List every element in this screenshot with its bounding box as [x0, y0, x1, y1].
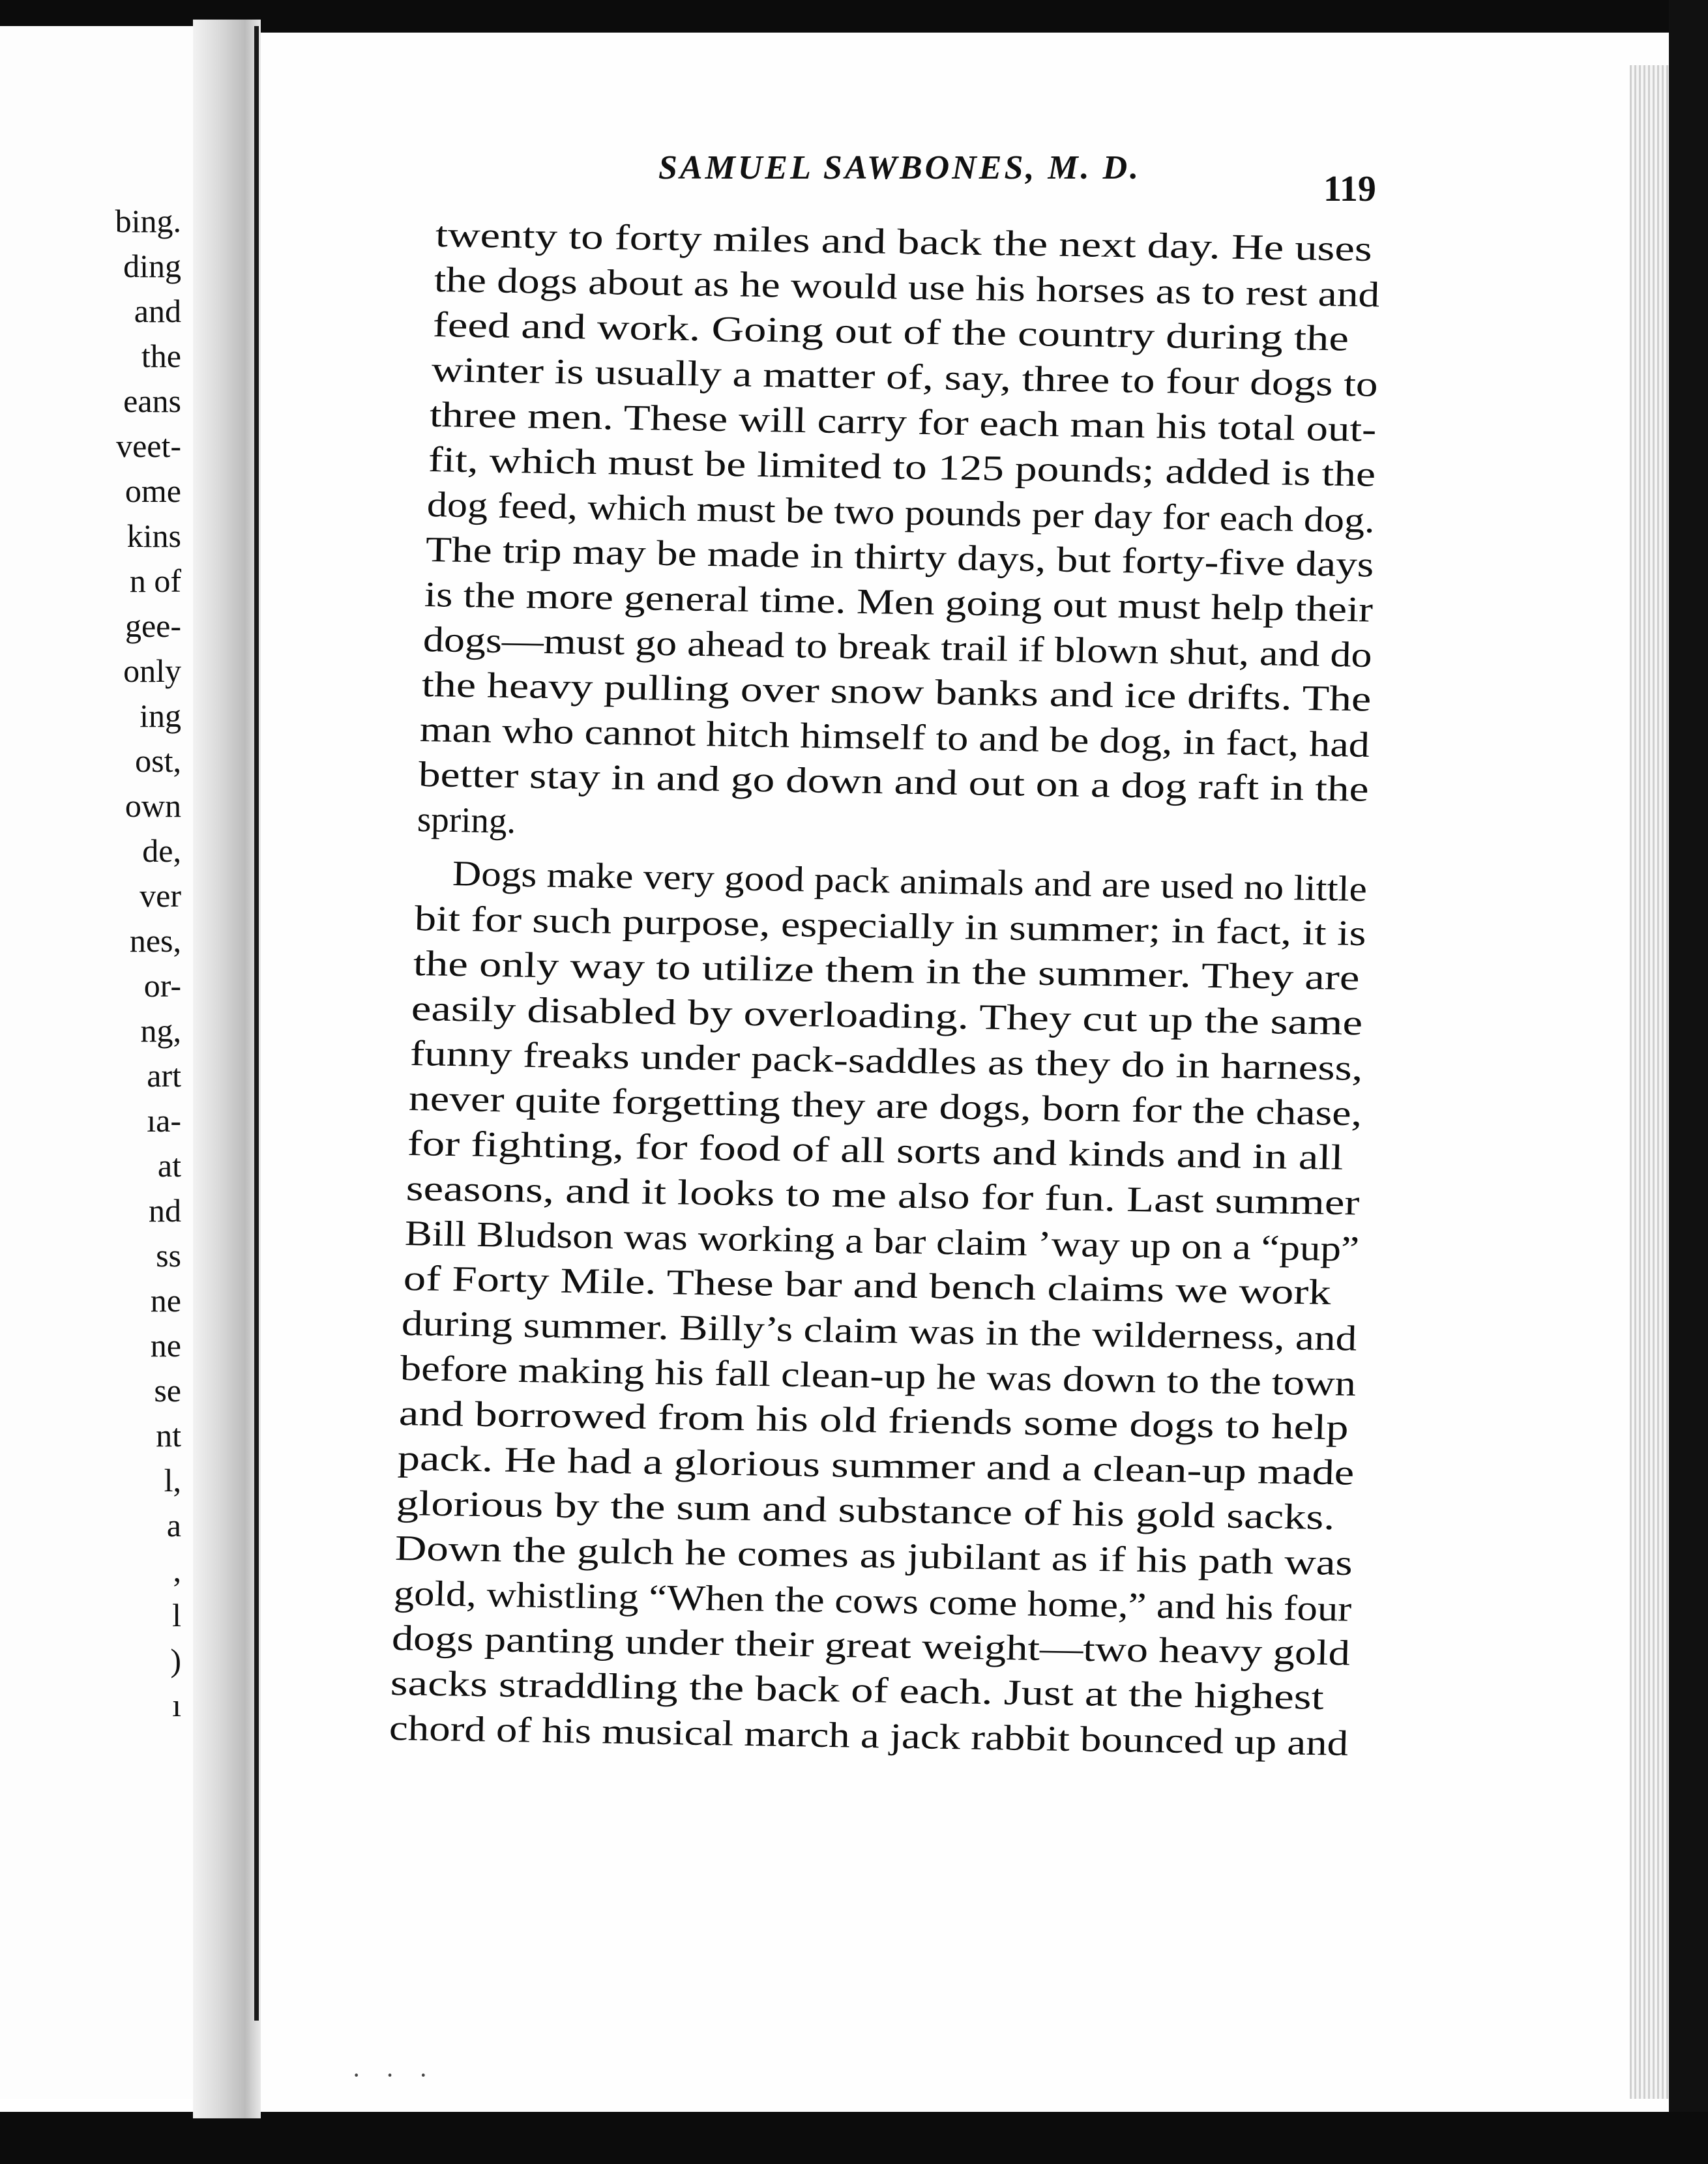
left-page-line: and	[134, 293, 181, 329]
left-page-line: de,	[142, 832, 181, 869]
body-line: for fighting, for food of all sorts and kinds and in all	[407, 1123, 1344, 1178]
left-page-line: ver	[140, 877, 181, 914]
left-page-line: l	[172, 1597, 181, 1633]
left-page-line: ne	[150, 1327, 181, 1364]
body-line: three men. These will carry for each man his total out-	[429, 394, 1377, 449]
left-page-line: veet-	[116, 428, 181, 464]
body-line: bit for such purpose, especially in summer; in fact, it is	[414, 898, 1366, 954]
body-line: the dogs about as he would use his horses as to rest and	[434, 259, 1380, 315]
body-line: better stay in and go down and out on a dog raft in the	[418, 754, 1370, 809]
left-page-line: kins	[126, 518, 181, 554]
left-page-line: bing.	[115, 203, 181, 239]
body-line: the heavy pulling over snow banks and ice drifts. The	[420, 664, 1372, 719]
body-line: funny freaks under pack-saddles as they do in harness,	[409, 1033, 1364, 1089]
stray-marks: · · ·	[352, 2060, 437, 2090]
left-page-line: l,	[164, 1462, 181, 1499]
body-line: The trip may be made in thirty days, but forty-five days	[425, 529, 1374, 585]
left-page-line: gee-	[125, 607, 181, 644]
body-line: chord of his musical march a jack rabbit bounced up and	[389, 1708, 1349, 1763]
left-page-line: n of	[129, 563, 181, 599]
body-line: of Forty Mile. These bar and bench claims we work	[402, 1258, 1332, 1312]
body-line: winter is usually a matter of, say, three to four dogs to	[430, 349, 1378, 404]
body-line: dogs—must go ahead to break trail if blown shut, and do	[422, 619, 1372, 675]
left-page-line: ost,	[135, 742, 181, 779]
body-line: man who cannot hitch himself to and be dog, in fact, had	[419, 709, 1370, 765]
running-head: SAMUEL SAWBONES, M. D.	[658, 149, 1141, 186]
body-line: dog feed, which must be two pounds per day for each dog.	[426, 484, 1376, 540]
body-line: before making his fall clean-up he was down to the town	[400, 1348, 1357, 1403]
left-page-line: eans	[123, 383, 181, 419]
body-line: fit, which must be limited to 125 pounds; added is the	[428, 439, 1376, 494]
body-line: during summer. Billy’s claim was in the wilderness, and	[401, 1303, 1358, 1358]
body-line: and borrowed from his old friends some dogs to help	[398, 1393, 1349, 1448]
left-page-line: only	[123, 652, 181, 689]
book-gutter	[193, 20, 261, 2118]
body-line: twenty to forty miles and back the next day. He uses	[435, 214, 1373, 269]
body-line: feed and work. Going out of the country during the	[432, 304, 1349, 358]
body-line: never quite forgetting they are dogs, born for the chase,	[408, 1078, 1362, 1133]
left-page-line: at	[157, 1147, 181, 1184]
body-line: is the more general time. Men going out must help their	[424, 574, 1374, 630]
scan-border-right	[1669, 0, 1708, 2164]
body-line: easily disabled by overloading. They cut up the same	[411, 988, 1364, 1043]
facing-page-left	[0, 26, 196, 2099]
body-line: spring.	[417, 799, 516, 841]
body-line: glorious by the sum and substance of his gold sacks.	[396, 1483, 1336, 1538]
left-page-line: ng,	[140, 1012, 181, 1049]
left-page-line: art	[147, 1057, 181, 1094]
page-number: 119	[1323, 169, 1376, 209]
left-page-line: ing	[140, 697, 181, 734]
body-line: dogs panting under their great weight—two heavy gold	[391, 1618, 1351, 1673]
left-page-line: a	[166, 1507, 181, 1543]
body-line: seasons, and it looks to me also for fun. Last summer	[405, 1168, 1360, 1223]
body-line: pack. He had a glorious summer and a clean-up made	[397, 1438, 1355, 1493]
left-page-line: )	[170, 1642, 181, 1678]
left-page-line: or-	[143, 967, 181, 1004]
left-page-line: ss	[156, 1237, 181, 1274]
binding-shadow	[254, 26, 259, 2021]
left-page-line: ome	[125, 473, 181, 509]
left-page-line: the	[141, 338, 181, 374]
scan-border-bottom	[0, 2112, 1708, 2164]
body-line: sacks straddling the back of each. Just at the highest	[390, 1663, 1325, 1717]
left-page-line: ,	[173, 1552, 181, 1588]
left-page-line: ne	[150, 1282, 181, 1319]
left-page-line: own	[125, 787, 181, 824]
body-line: Down the gulch he comes as jubilant as if his path was	[394, 1528, 1353, 1583]
left-page-line: ıa-	[147, 1102, 181, 1139]
left-page-line: ı	[172, 1687, 181, 1723]
body-line: Dogs make very good pack animals and are used no little	[452, 853, 1368, 909]
body-line: gold, whistling “When the cows come home,” and his four	[392, 1573, 1352, 1629]
left-page-line: nd	[149, 1192, 181, 1229]
left-page-line: se	[154, 1372, 181, 1409]
body-line: the only way to utilize them in the summer. They are	[412, 943, 1360, 998]
left-page-line: ding	[123, 248, 181, 284]
page-edge-stack	[1630, 65, 1669, 2099]
left-page-line: nes,	[129, 922, 181, 959]
left-page-line: nt	[156, 1417, 181, 1454]
body-line: Bill Bludson was working a bar claim ’way up on a “pup”	[404, 1213, 1360, 1269]
